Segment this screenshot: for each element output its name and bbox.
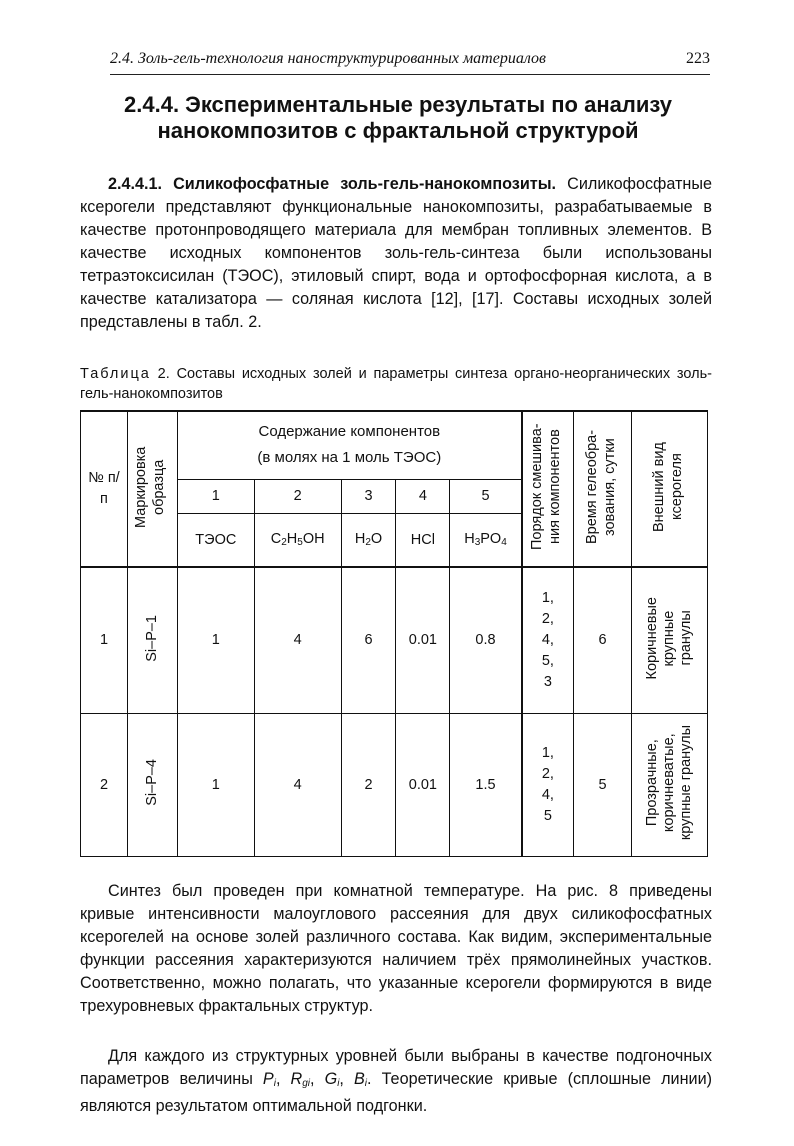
row-water: 6 bbox=[341, 567, 396, 713]
running-header bbox=[110, 50, 710, 75]
row-h3po4: 0.8 bbox=[450, 567, 522, 713]
param-p: $P_i$ bbox=[262, 1070, 276, 1089]
table-caption-label: Таблица bbox=[80, 366, 151, 382]
row-ethanol: 4 bbox=[254, 713, 341, 856]
row-h3po4: 1.5 bbox=[450, 713, 522, 856]
row-teos: 1 bbox=[177, 713, 254, 856]
row-ethanol: 4 bbox=[254, 567, 341, 713]
section-title bbox=[80, 92, 716, 144]
component-teos: ТЭОС bbox=[177, 513, 254, 567]
row-gel-time: 5 bbox=[574, 713, 632, 856]
section-title-line-2: нанокомпозитов с фрактальной структурой bbox=[157, 118, 639, 143]
param-b: $B_i$ bbox=[353, 1070, 368, 1089]
row-water: 2 bbox=[341, 713, 396, 856]
row-order: 1, 2, 4, 5, 3 bbox=[522, 567, 574, 713]
row-hcl: 0.01 bbox=[396, 567, 450, 713]
header-content-line-1: Содержание компонентов bbox=[258, 423, 441, 441]
header-num: № п/п bbox=[81, 411, 128, 567]
header-content bbox=[177, 411, 521, 479]
row-num: 1 bbox=[81, 567, 128, 713]
table-caption-text: 2. Составы исходных золей и параметры синтеза органо-неорганических золь-гель-нанокомпозитов bbox=[80, 366, 712, 402]
running-header-title: 2.4. Золь-гель-технология наноструктурированных материалов bbox=[110, 50, 546, 67]
row-appearance: Прозрачные, коричневатые, крупные гранулы bbox=[632, 713, 708, 856]
header-order: Порядок смешива-ния компонентов bbox=[522, 411, 574, 567]
header-content-line-2: (в молях на 1 моль ТЭОС) bbox=[257, 449, 442, 467]
table-row bbox=[81, 567, 708, 713]
component-number-5: 5 bbox=[450, 479, 522, 513]
synthesis-text: Синтез был проведен при комнатной температуре. На рис. 8 приведены кривые интенсивности малоуглового рассеяния для двух силикофосфатных ксерогелей на основе золей различного состава. Как видим, экспериментальные функции рассеяния характеризуются наличием трёх прямолинейных участков. Соответственно, можно полагать, что указанные ксерогели формируются в виде трехуровневых фрактальных структур. bbox=[80, 882, 712, 1015]
component-h3po4: $H_3PO_4$ bbox=[450, 513, 522, 567]
header-gel-time: Время гелеобра-зования, сутки bbox=[574, 411, 632, 567]
row-order: 1, 2, 4, 5 bbox=[522, 713, 574, 856]
subsection-paragraph bbox=[80, 173, 712, 334]
param-rg: $R_{gi}$ bbox=[290, 1070, 311, 1089]
param-g: $G_i$ bbox=[324, 1070, 340, 1089]
component-number-1: 1 bbox=[177, 479, 254, 513]
subsection-text: Силикофосфатные ксерогели представляют функциональные нанокомпозиты, разрабатываемые в качестве протонпроводящего материала для мембран топливных элементов. В качестве исходных компонентов золь-гель-синтеза были использованы тетраэтоксисилан (ТЭОС), этиловый спирт, вода и ортофосфорная кислота, а в качестве катализатора — соляная кислота [12], [17]. Составы исходных золей представлены в табл. 2. bbox=[80, 175, 713, 331]
component-number-4: 4 bbox=[396, 479, 450, 513]
header-marking: Маркировка образца bbox=[127, 411, 177, 567]
table-caption bbox=[80, 364, 712, 404]
component-number-2: 2 bbox=[254, 479, 341, 513]
component-water: $H_2O$ bbox=[341, 513, 396, 567]
component-ethanol: $C_2H_5OH$ bbox=[254, 513, 341, 567]
section-title-line-1: 2.4.4. Экспериментальные результаты по анализу bbox=[124, 92, 672, 117]
table-row bbox=[81, 713, 708, 856]
subsection-heading: 2.4.4.1. Силикофосфатные золь-гель-нанокомпозиты. bbox=[108, 175, 557, 193]
composition-table bbox=[80, 410, 708, 857]
row-num: 2 bbox=[81, 713, 128, 856]
row-appearance: Коричневые крупные гранулы bbox=[632, 567, 708, 713]
component-hcl: HCl bbox=[396, 513, 450, 567]
header-appearance: Внешний вид ксерогеля bbox=[632, 411, 708, 567]
structural-paragraph: Для каждого из структурных уровней были выбраны в качестве подгоночных параметров величины $P_i$, $R_{gi}$, $G_i$, $B_i$. Теоретические кривые (сплошные линии) являются результатом оптимальной подгонки. bbox=[80, 1047, 713, 1115]
row-gel-time: 6 bbox=[574, 567, 632, 713]
row-marking: Si–P–1 bbox=[127, 567, 177, 713]
row-marking: Si–P–4 bbox=[127, 713, 177, 856]
synthesis-paragraph bbox=[80, 880, 712, 1018]
row-teos: 1 bbox=[177, 567, 254, 713]
page-number: 223 bbox=[686, 50, 710, 67]
row-hcl: 0.01 bbox=[396, 713, 450, 856]
component-number-3: 3 bbox=[341, 479, 396, 513]
